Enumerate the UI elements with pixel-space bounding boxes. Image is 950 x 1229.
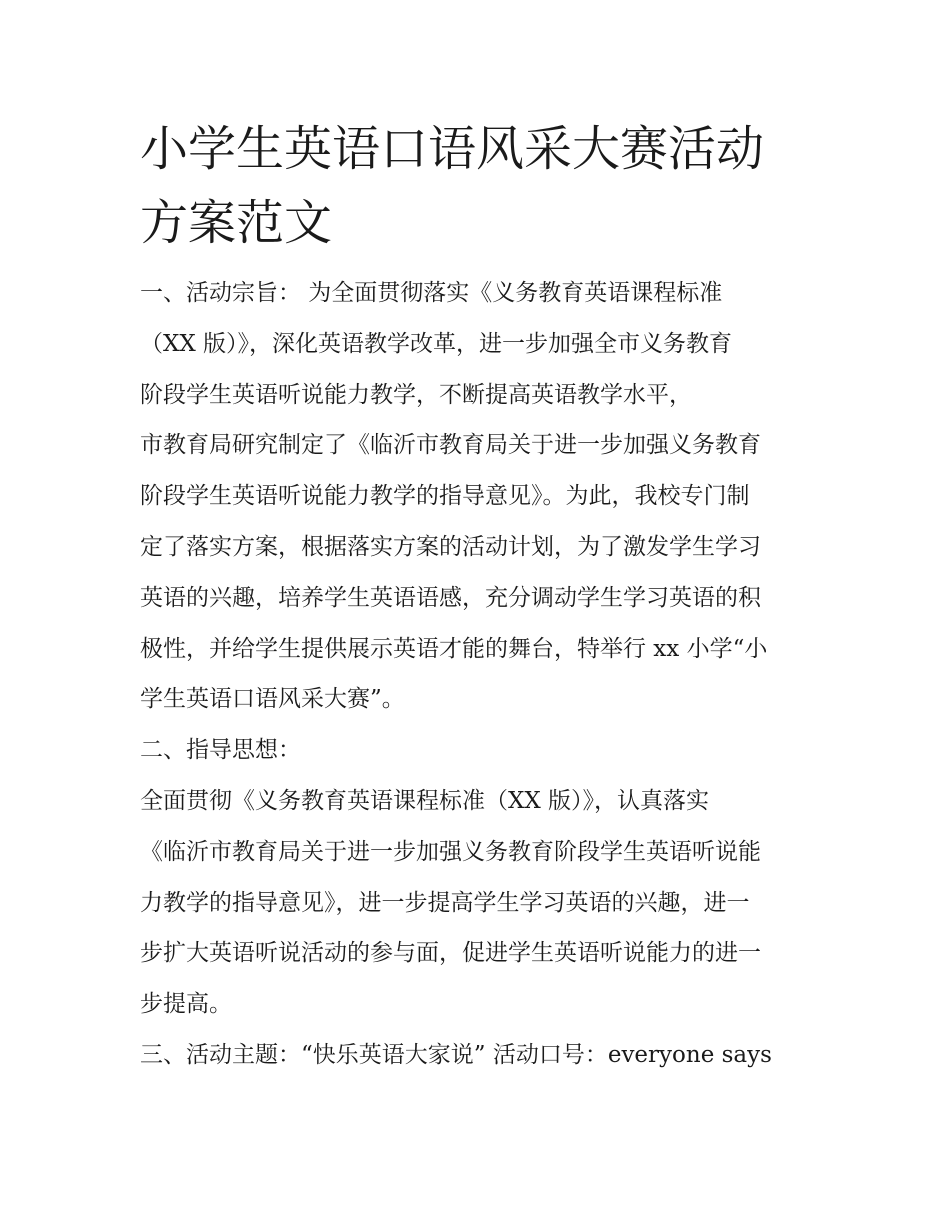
body-line: 步扩大英语听说活动的参与面，促进学生英语听说能力的进一: [140, 940, 761, 967]
body-line: 学生英语口语风采大赛”。: [140, 686, 405, 713]
title-line: 小学生英语口语风采大赛活动: [140, 121, 765, 177]
body-line: 《临沂市教育局关于进一步加强义务教育阶段学生英语听说能: [140, 838, 761, 865]
body-line: 全面贯彻《义务教育英语课程标准（XX 版）》，认真落实: [140, 787, 710, 814]
section-heading: 三、活动主题：“快乐英语大家说” 活动口号：everyone says: [140, 1041, 772, 1068]
body-line: 极性，并给学生提供展示英语才能的舞台，特举行 xx 小学“小: [140, 635, 768, 662]
body-line: 力教学的指导意见》，进一步提高学生学习英语的兴趣，进一: [140, 889, 750, 916]
body-line: 阶段学生英语听说能力教学，不断提高英语教学水平，: [140, 381, 692, 408]
document-title: [140, 112, 812, 260]
body-line: 阶段学生英语听说能力教学的指导意见》。为此，我校专门制: [140, 483, 750, 510]
document-body: [140, 268, 812, 1081]
body-line: 定了落实方案，根据落实方案的活动计划，为了激发学生学习: [140, 533, 761, 560]
body-line: （XX 版）》，深化英语教学改革，进一步加强全市义务教育: [140, 330, 733, 357]
body-line: 市教育局研究制定了《临沂市教育局关于进一步加强义务教育: [140, 432, 761, 459]
section-heading: 二、指导思想：: [140, 737, 301, 764]
title-line: 方案范文: [140, 195, 333, 251]
document-page: [140, 112, 812, 1081]
body-line: 步提高。: [140, 991, 232, 1018]
body-line: 英语的兴趣，培养学生英语语感，充分调动学生学习英语的积: [140, 584, 761, 611]
body-line: 一、活动宗旨： 为全面贯彻落实《义务教育英语课程标准: [140, 280, 723, 306]
